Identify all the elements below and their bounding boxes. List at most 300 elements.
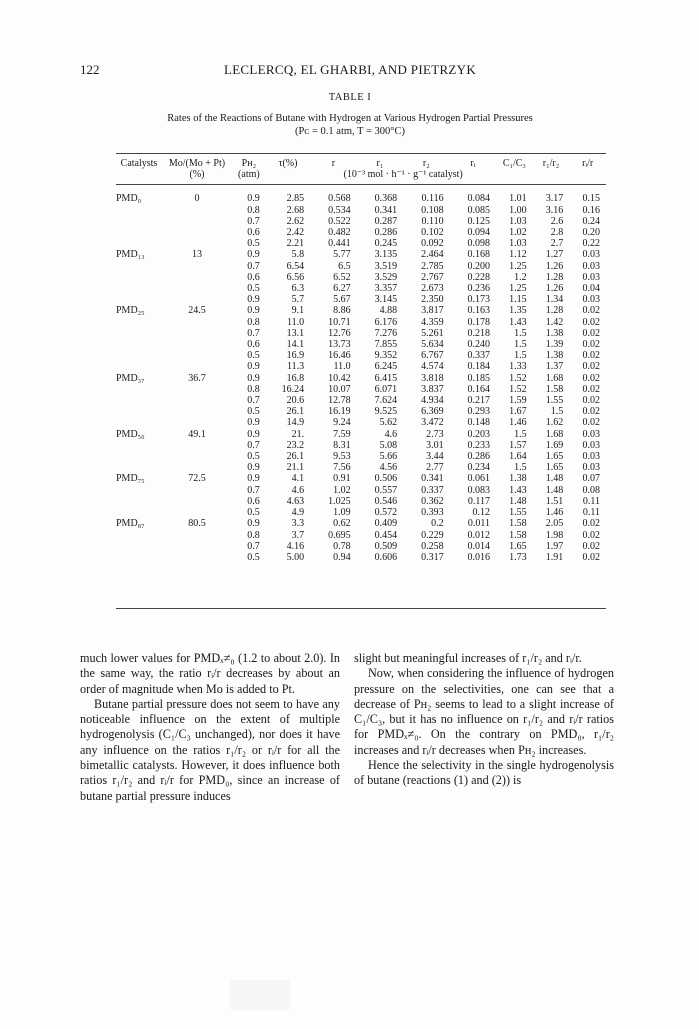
table-cell: 1.15 bbox=[509, 294, 527, 306]
table-cell: 1.46 bbox=[545, 507, 564, 519]
table-cell: 2.05 bbox=[545, 518, 564, 530]
table-cell bbox=[116, 384, 162, 395]
table-cell: 0.234 bbox=[467, 462, 491, 474]
table-cell: 5.62 bbox=[379, 417, 398, 429]
table-cell bbox=[116, 541, 162, 552]
table-cell bbox=[116, 406, 162, 417]
table-cell: 4.88 bbox=[379, 305, 398, 317]
table-cell bbox=[116, 440, 162, 451]
table-cell: 6.071 bbox=[374, 383, 398, 395]
table-cell: 0.6 bbox=[247, 495, 260, 507]
table-cell: 0.293 bbox=[467, 406, 491, 418]
table-cell: 5.261 bbox=[421, 327, 444, 339]
table-cell: 0.217 bbox=[467, 395, 491, 407]
table-cell: 1.98 bbox=[545, 529, 564, 541]
table-cell: 0.606 bbox=[374, 551, 398, 563]
table-cell: 5.66 bbox=[379, 451, 398, 463]
table-cell bbox=[116, 238, 162, 249]
table-cell bbox=[116, 395, 162, 406]
body-column-right bbox=[354, 651, 614, 789]
table-cell: 0.098 bbox=[467, 238, 491, 250]
table-cell: 1.65 bbox=[509, 540, 527, 552]
table-cell bbox=[116, 328, 162, 339]
table-cell: 0.5 bbox=[247, 283, 260, 295]
table-cell: 1.68 bbox=[545, 428, 564, 440]
table-cell: 0.546 bbox=[374, 495, 398, 507]
table-cell: 1.35 bbox=[509, 305, 527, 317]
table-cell: 2.42 bbox=[286, 227, 305, 239]
table-cell: 0.168 bbox=[467, 249, 491, 261]
table-cell: 80.5 bbox=[188, 518, 206, 530]
table-cell bbox=[116, 462, 162, 473]
table-cell: 2.785 bbox=[421, 260, 444, 272]
table-cell bbox=[162, 227, 232, 238]
table-cell: 1.5 bbox=[514, 339, 527, 351]
table-cell: 0.02 bbox=[582, 540, 600, 552]
table-cell: 1.01 bbox=[509, 193, 527, 205]
table-cell: 0.016 bbox=[467, 551, 491, 563]
table-cell: 3.17 bbox=[545, 193, 564, 205]
table-cell: 0.9 bbox=[247, 372, 260, 384]
table-title: Rates of the Reactions of Butane with Hydrogen at Various Hydrogen Partial Pressures bbox=[167, 113, 533, 124]
table-cell: 0.02 bbox=[582, 551, 600, 563]
table-cell: 1.73 bbox=[509, 551, 527, 563]
running-head: LECLERCQ, EL GHARBI, AND PIETRZYK bbox=[223, 62, 477, 77]
table-cell: 4.934 bbox=[421, 395, 444, 407]
table-header-row bbox=[116, 154, 606, 170]
table-cell: 0.03 bbox=[582, 451, 600, 463]
table-cell: 3.7 bbox=[291, 529, 305, 541]
table-cell: 4.16 bbox=[286, 540, 305, 552]
table-row bbox=[116, 249, 606, 260]
column-header: rᵢ/r bbox=[582, 158, 594, 169]
table-cell: 1.55 bbox=[545, 395, 564, 407]
table-cell: 0.341 bbox=[374, 204, 398, 216]
table-cell: 0.258 bbox=[421, 540, 444, 552]
table-cell bbox=[116, 294, 162, 305]
table-row bbox=[116, 238, 606, 249]
table-row bbox=[116, 530, 606, 541]
table-row bbox=[116, 462, 606, 473]
table-cell: 0.02 bbox=[582, 372, 600, 384]
table-cell: PMD₈₇ bbox=[116, 518, 145, 530]
table-cell: 1.09 bbox=[333, 507, 351, 519]
table-cell: 0.286 bbox=[467, 451, 491, 463]
table-cell bbox=[162, 507, 232, 518]
table-cell: PMD₁₃ bbox=[116, 249, 145, 261]
body-column-left bbox=[80, 651, 340, 804]
table-cell: 9.1 bbox=[291, 305, 305, 317]
table-cell: 4.56 bbox=[379, 462, 398, 474]
table-cell: 0.409 bbox=[374, 518, 398, 530]
column-header: Pʜ₂ bbox=[241, 158, 257, 169]
table-cell bbox=[162, 339, 232, 350]
table-cell: 0.061 bbox=[467, 473, 491, 485]
table-row bbox=[116, 429, 606, 440]
table-cell: 12.78 bbox=[328, 395, 351, 407]
table-subheader-row bbox=[116, 169, 606, 185]
table-cell: 0.02 bbox=[582, 327, 600, 339]
column-header: τ(%) bbox=[278, 158, 298, 169]
table-cell: 0.7 bbox=[247, 540, 260, 552]
table-cell: 5.00 bbox=[286, 551, 305, 563]
table-cell: 16.8 bbox=[286, 372, 305, 384]
table-cell: 0.083 bbox=[467, 484, 491, 496]
table-cell: 16.46 bbox=[328, 350, 351, 362]
table-cell: 0.20 bbox=[582, 227, 600, 239]
table-row bbox=[116, 473, 606, 484]
table-cell: 1.58 bbox=[509, 518, 527, 530]
table-cell: 0.12 bbox=[472, 507, 491, 519]
table-cell: 5.8 bbox=[291, 249, 305, 261]
table-cell: 0.16 bbox=[582, 204, 600, 216]
table-cell bbox=[162, 261, 232, 272]
column-header: r₁ bbox=[376, 158, 384, 169]
table-cell: 0.5 bbox=[247, 350, 260, 362]
table-cell: 26.1 bbox=[286, 451, 305, 463]
table-cell: 0.5 bbox=[247, 551, 260, 563]
table-cell: 1.25 bbox=[509, 260, 527, 272]
table-cell: 16.24 bbox=[281, 383, 305, 395]
column-header: Catalysts bbox=[120, 158, 158, 169]
table-cell: 5.67 bbox=[333, 294, 351, 306]
table-row bbox=[116, 541, 606, 552]
table-cell bbox=[162, 317, 232, 328]
table-cell: 3.357 bbox=[374, 283, 398, 295]
table-cell: 0.9 bbox=[247, 428, 260, 440]
column-unit bbox=[266, 169, 310, 185]
table-cell: 20.6 bbox=[286, 395, 305, 407]
table-cell: 0.02 bbox=[582, 350, 600, 362]
table-cell: 1.62 bbox=[545, 417, 564, 429]
table-cell: 49.1 bbox=[188, 428, 206, 440]
table-cell: 23.2 bbox=[286, 439, 305, 451]
table-cell: 10.07 bbox=[328, 383, 351, 395]
table-cell: 8.86 bbox=[333, 305, 351, 317]
table-cell: 1.68 bbox=[545, 372, 564, 384]
table-cell: 2.21 bbox=[286, 238, 305, 250]
table-cell: 0.6 bbox=[247, 339, 260, 351]
table-cell: 0.014 bbox=[467, 540, 491, 552]
table-cell: 1.48 bbox=[545, 473, 564, 485]
column-header: Mo/(Mo + Pt) bbox=[168, 158, 226, 169]
table-cell: 0.5 bbox=[247, 406, 260, 418]
table-cell: 1.38 bbox=[545, 350, 564, 362]
table-cell: 0.11 bbox=[582, 495, 600, 507]
table-cell: 0.6 bbox=[247, 271, 260, 283]
table-cell: 4.359 bbox=[421, 316, 444, 328]
table-cell: 0.5 bbox=[247, 238, 260, 250]
table-cell: 21.1 bbox=[286, 462, 305, 474]
table-cell: 16.9 bbox=[286, 350, 305, 362]
table-label: TABLE I bbox=[328, 92, 372, 103]
table-cell: 0.125 bbox=[467, 215, 491, 227]
table-cell bbox=[162, 205, 232, 216]
table-cell: 5.77 bbox=[333, 249, 351, 261]
table-cell: 2.8 bbox=[550, 227, 564, 239]
table-cell: 1.5 bbox=[514, 428, 527, 440]
table-cell: 1.00 bbox=[509, 204, 527, 216]
table-cell: 1.91 bbox=[545, 551, 564, 563]
table-cell: 0.02 bbox=[582, 417, 600, 429]
table-cell: 16.19 bbox=[328, 406, 351, 418]
table-cell: 0.22 bbox=[582, 238, 600, 250]
table-cell: 0.286 bbox=[374, 227, 398, 239]
table-cell bbox=[162, 350, 232, 361]
table-cell: 0.184 bbox=[467, 361, 491, 373]
table-cell: 1.39 bbox=[545, 339, 564, 351]
table-cell: 0.695 bbox=[328, 529, 351, 541]
table-cell: 6.176 bbox=[374, 316, 398, 328]
table-cell: 3.837 bbox=[421, 383, 444, 395]
table-cell: 1.26 bbox=[545, 260, 564, 272]
table-cell: 0.5 bbox=[247, 451, 260, 463]
table-cell: 0.482 bbox=[328, 227, 351, 239]
table-cell bbox=[162, 395, 232, 406]
table-cell: 10.42 bbox=[328, 372, 351, 384]
table-cell bbox=[116, 317, 162, 328]
table-cell: 0.163 bbox=[467, 305, 491, 317]
table-cell: 0.568 bbox=[328, 193, 351, 205]
table-cell: 0.24 bbox=[582, 215, 600, 227]
table-cell bbox=[162, 283, 232, 294]
table-cell bbox=[116, 339, 162, 350]
table-cell: 1.57 bbox=[509, 439, 527, 451]
table-cell bbox=[116, 227, 162, 238]
table-cell: 1.28 bbox=[545, 305, 564, 317]
table-cell bbox=[116, 451, 162, 462]
table-cell: 2.464 bbox=[421, 249, 444, 261]
table-cell: 13.1 bbox=[286, 327, 305, 339]
table-conditions: (Pᴄ = 0.1 atm, T = 300°C) bbox=[295, 126, 405, 137]
table-cell: 0.200 bbox=[467, 260, 491, 272]
table-cell: 5.08 bbox=[379, 439, 398, 451]
table-cell bbox=[116, 361, 162, 372]
table-cell: 0.8 bbox=[247, 204, 260, 216]
table-cell: 1.58 bbox=[509, 529, 527, 541]
table-cell: 0 bbox=[194, 193, 200, 205]
table-cell: 4.574 bbox=[421, 361, 444, 373]
table-cell: 0.02 bbox=[582, 305, 600, 317]
table-cell: 0.441 bbox=[328, 238, 351, 250]
table-cell bbox=[162, 417, 232, 428]
table-cell: 0.229 bbox=[421, 529, 444, 541]
table-cell: 0.2 bbox=[431, 518, 444, 530]
table-cell: 0.5 bbox=[247, 507, 260, 519]
table-cell: 6.54 bbox=[286, 260, 305, 272]
table-cell bbox=[162, 541, 232, 552]
table-cell: 0.7 bbox=[247, 215, 260, 227]
table-cell: 9.24 bbox=[333, 417, 351, 429]
paragraph: Butane partial pressure does not seem to have any noticeable influence on the extent of multiple hydrogenolysis (C₁/C₃ unchanged), nor does it have any influence on the ratios r₁/r₂ or rᵢ/r for all the bimetallic catalysts. However, it does influence both ratios r₁/r₂ and rᵢ/r for PMD₀, since an increase of butane partial pressure induces bbox=[80, 696, 340, 803]
rates-table bbox=[116, 153, 606, 563]
table-cell: 0.02 bbox=[582, 406, 600, 418]
table-cell: 0.7 bbox=[247, 395, 260, 407]
table-cell: 2.6 bbox=[550, 215, 564, 227]
table-cell: 0.8 bbox=[247, 383, 260, 395]
table-cell: 0.164 bbox=[467, 383, 491, 395]
table-body bbox=[116, 185, 606, 563]
table-cell: 0.085 bbox=[467, 204, 491, 216]
table-cell: 0.084 bbox=[467, 193, 491, 205]
table-cell bbox=[116, 552, 162, 563]
table-cell: 0.572 bbox=[374, 507, 398, 519]
paragraph: much lower values for PMDₓ≠₀ (1.2 to about 2.0). In the same way, the ratio rᵢ/r decreases by about an order of magnitude when Mo is added to Pt. bbox=[80, 651, 340, 696]
faint-bleed-mark bbox=[230, 980, 290, 1010]
table-cell: 0.03 bbox=[582, 428, 600, 440]
column-header: r₁/r₂ bbox=[542, 158, 560, 169]
table-cell: 0.9 bbox=[247, 417, 260, 429]
table-cell: 0.218 bbox=[467, 327, 491, 339]
table-cell: 0.03 bbox=[582, 249, 600, 261]
column-unit bbox=[569, 169, 606, 185]
table-cell: 0.9 bbox=[247, 462, 260, 474]
table-cell: PMD₂₅ bbox=[116, 305, 145, 317]
table-cell: 0.173 bbox=[467, 294, 491, 306]
table-cell: 1.12 bbox=[509, 249, 527, 261]
paragraph: Hence the selectivity in the single hydrogenolysis of butane (reactions (1) and (2)) is bbox=[354, 758, 614, 788]
table-cell: 72.5 bbox=[188, 473, 206, 485]
table-row bbox=[116, 496, 606, 507]
table-cell: 0.454 bbox=[374, 529, 398, 541]
table-cell: 1.25 bbox=[509, 283, 527, 295]
table-cell: 3.817 bbox=[421, 305, 444, 317]
table-cell: 0.7 bbox=[247, 260, 260, 272]
column-unit bbox=[116, 169, 162, 185]
table-cell: 0.8 bbox=[247, 529, 260, 541]
table-cell: 0.557 bbox=[374, 484, 398, 496]
table-cell: 0.08 bbox=[582, 484, 600, 496]
table-cell bbox=[162, 552, 232, 563]
table-cell: 0.03 bbox=[582, 294, 600, 306]
table-cell: 0.07 bbox=[582, 473, 600, 485]
column-header: r bbox=[331, 158, 336, 169]
table-cell: 0.228 bbox=[467, 271, 491, 283]
table-cell: 0.178 bbox=[467, 316, 491, 328]
table-cell: 0.117 bbox=[467, 495, 491, 507]
table-cell bbox=[116, 283, 162, 294]
table-cell: 1.26 bbox=[545, 283, 564, 295]
table-bottom-rule bbox=[116, 608, 606, 609]
table-cell: 1.27 bbox=[545, 249, 564, 261]
table-cell: 4.6 bbox=[291, 484, 305, 496]
table-cell: 0.04 bbox=[582, 283, 600, 295]
page-number: 122 bbox=[80, 62, 100, 77]
table-cell: 4.6 bbox=[384, 428, 398, 440]
table-cell: 3.44 bbox=[426, 451, 444, 463]
table-cell: 2.68 bbox=[286, 204, 305, 216]
column-header: C₁/C₃ bbox=[502, 158, 526, 169]
table-row bbox=[116, 451, 606, 462]
table-cell: 0.094 bbox=[467, 227, 491, 239]
table-cell: 3.818 bbox=[421, 372, 444, 384]
table-cell bbox=[162, 462, 232, 473]
table-cell: 0.509 bbox=[374, 540, 398, 552]
table-cell: 1.28 bbox=[545, 271, 564, 283]
table-cell: 0.102 bbox=[421, 227, 444, 239]
column-header: rᵢ bbox=[470, 158, 476, 169]
table-cell: 1.48 bbox=[509, 495, 527, 507]
table-cell: 21. bbox=[291, 428, 305, 440]
table-cell: 0.341 bbox=[421, 473, 444, 485]
table-cell: 3.519 bbox=[374, 260, 398, 272]
table-cell: 24.5 bbox=[188, 305, 206, 317]
table-cell bbox=[162, 451, 232, 462]
table-cell: 7.59 bbox=[333, 428, 351, 440]
table-cell: 1.33 bbox=[509, 361, 527, 373]
table-cell: 1.42 bbox=[545, 316, 564, 328]
table-cell: 2.350 bbox=[421, 294, 444, 306]
table-cell: 14.1 bbox=[286, 339, 305, 351]
table-cell: 0.185 bbox=[467, 372, 491, 384]
table-row bbox=[116, 317, 606, 328]
table-cell bbox=[162, 496, 232, 507]
table-cell: 2.673 bbox=[421, 283, 444, 295]
table-cell: 6.767 bbox=[421, 350, 444, 362]
table-cell: 3.16 bbox=[545, 204, 564, 216]
table-cell: 4.9 bbox=[291, 507, 305, 519]
table-cell bbox=[162, 384, 232, 395]
table-cell: 13.73 bbox=[328, 339, 351, 351]
table-cell: 0.506 bbox=[374, 473, 398, 485]
table-cell: 1.43 bbox=[509, 484, 527, 496]
column-unit: (%) bbox=[189, 169, 205, 181]
table-cell: 0.03 bbox=[582, 439, 600, 451]
table-cell: 9.53 bbox=[333, 451, 351, 463]
table-cell bbox=[116, 530, 162, 541]
table-cell: 1.03 bbox=[509, 238, 527, 250]
table-cell: 1.69 bbox=[545, 439, 564, 451]
table-row bbox=[116, 216, 606, 227]
table-cell bbox=[162, 294, 232, 305]
table-cell: 0.9 bbox=[247, 361, 260, 373]
table-cell: 5.7 bbox=[291, 294, 305, 306]
table-cell: 10.71 bbox=[328, 316, 351, 328]
table-row bbox=[116, 283, 606, 294]
table-row bbox=[116, 440, 606, 451]
table-cell: 8.31 bbox=[333, 439, 351, 451]
table-cell: 0.110 bbox=[421, 215, 444, 227]
table-cell: 3.3 bbox=[291, 518, 305, 530]
column-unit: (10⁻³ mol · h⁻¹ · g⁻¹ catalyst) bbox=[343, 169, 463, 181]
table-cell: 1.51 bbox=[545, 495, 564, 507]
table-row bbox=[116, 339, 606, 350]
table-cell bbox=[162, 272, 232, 283]
table-cell: 0.368 bbox=[374, 193, 398, 205]
table-cell: 14.9 bbox=[286, 417, 305, 429]
table-cell: 3.529 bbox=[374, 271, 398, 283]
table-cell: 1.48 bbox=[545, 484, 564, 496]
table-cell: 0.116 bbox=[421, 193, 444, 205]
table-cell: 0.91 bbox=[333, 473, 351, 485]
table-row bbox=[116, 485, 606, 496]
table-cell: 6.27 bbox=[333, 283, 351, 295]
table-cell: 0.233 bbox=[467, 439, 491, 451]
table-cell bbox=[162, 361, 232, 372]
table-cell bbox=[162, 216, 232, 227]
table-cell: 6.56 bbox=[286, 271, 305, 283]
table-cell: 1.38 bbox=[545, 327, 564, 339]
table-cell: 2.77 bbox=[426, 462, 444, 474]
table-cell: 0.7 bbox=[247, 327, 260, 339]
table-cell: 0.02 bbox=[582, 339, 600, 351]
table-cell: 0.9 bbox=[247, 193, 260, 205]
table-cell: 0.62 bbox=[333, 518, 351, 530]
table-cell: 1.43 bbox=[509, 316, 527, 328]
table-cell: 0.012 bbox=[467, 529, 491, 541]
table-cell bbox=[116, 272, 162, 283]
table-cell bbox=[116, 205, 162, 216]
